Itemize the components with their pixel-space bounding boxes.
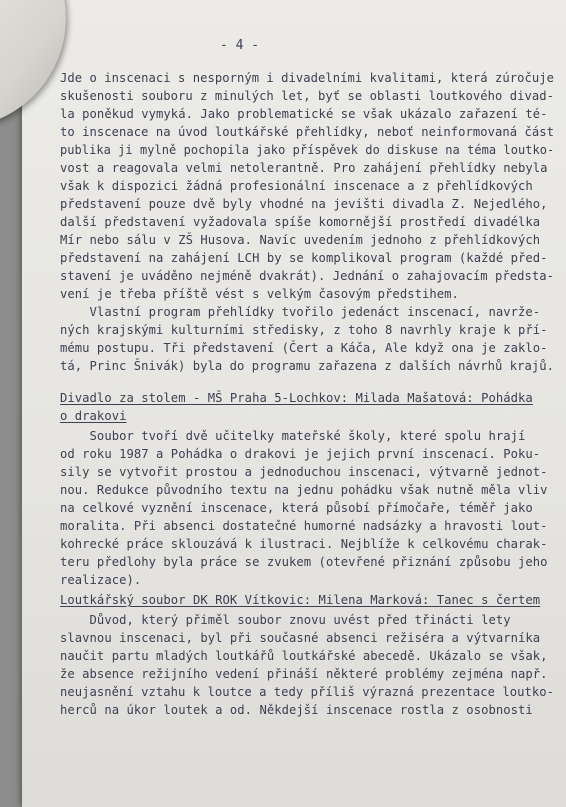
text-line: stavení je uváděno nejméně dvakrát). Jednání o zahajovacím předsta- [60,269,554,283]
section-heading: Divadlo za stolem - MŠ Praha 5-Lochkov: Milada Mašatová: Pohádka [60,391,533,405]
text-line: že absence režijního vedení přináší některé problémy zejména např. [60,667,548,681]
text-line: teru předlohy byla práce se zvukem (otevřené přiznání způsobu jeho [60,555,548,569]
text-line: neujasnění vztahu k loutce a tedy příliš výrazná prezentace loutko- [60,685,554,699]
text-line: mému postupu. Tři představení (Čert a Káča, Ale když ona je zaklo- [60,341,548,355]
text-line: Důvod, který přiměl soubor znovu uvést před třinácti lety [60,613,511,627]
page-number: - 4 - [220,38,260,53]
section-heading: o drakovi [60,409,127,423]
text-line: vost a reagovala velmi netolerantně. Pro zahájení přehlídky nebyla [60,161,548,175]
text-line: na celkové vyznění inscenace, která působí přímočaře, téměř jako [60,501,533,515]
text-line: to inscenace na úvod loutkářské přehlídky, neboť neinformovaná část [60,125,554,139]
text-line: však k dispozici žádná profesionální inscenace a z přehlídkových [60,179,533,193]
text-line: moralita. Při absenci dostatečné humorné nadsázky a hravosti lout- [60,519,548,533]
text-line: kohrecké práce sklouzává k ilustraci. Nejblíže k celkovému charak- [60,537,548,551]
text-line: ných krajskými kulturními středisky, z toho 8 navrhly kraje k pří- [60,323,548,337]
text-line: Jde o inscenaci s nesporným i divadelními kvalitami, která zúročuje [60,71,554,85]
text-line: naučit partu mladých loutkářů loutkářské abecedě. Ukázalo se však, [60,649,548,663]
text-line: představení pouze dvě byly vhodné na jevišti divadla Z. Nejedlého, [60,197,548,211]
text-line: Vlastní program přehlídky tvořilo jedenáct inscenací, navrže- [60,305,541,319]
text-line: nou. Redukce původního textu na jednu pohádku však nutně měla vliv [60,483,548,497]
text-line: další představení vyžadovala spíše komornější prostředí divadélka [60,215,541,229]
text-line: publika ji mylně pochopila jako příspěvek do diskuse na téma loutko- [60,143,555,157]
section-heading: Loutkářský soubor DK ROK Vítkovic: Milena Marková: Tanec s čertem [60,593,541,607]
text-line: od roku 1987 a Pohádka o drakovi je jejich první inscenací. Poku- [60,447,541,461]
text-line: sily se vytvořit prostou a jednoduchou inscenaci, výtvarně jednot- [60,465,548,479]
text-line: Mír nebo sálu v ZŠ Husova. Navíc uvedením jednoho z přehlídkových [60,233,541,247]
text-line: skušenosti souboru z minulých let, byť se oblasti loutkového divad- [60,89,554,103]
text-line: Soubor tvoří dvě učitelky mateřské školy, které spolu hrají [60,429,526,443]
text-line: tá, Princ Šnivák) byla do programu zařazena z dalších návrhů krajů. [60,359,554,373]
text-line: herců na úkor loutek a od. Někdejší inscenace rostla z osobnosti [60,703,533,717]
text-line: realizace). [60,573,142,587]
text-line: vení je třeba příště vést s velkým časovým předstihem. [60,287,459,301]
text-line: představení na zahájení LCH by se komplikoval program (každé před- [60,251,548,265]
text-line: la poněkud vymyká. Jako problematické se však ukázalo zařazení té- [60,107,548,121]
text-line: slavnou inscenaci, byl při současné absenci režiséra a výtvarníka [60,631,541,645]
